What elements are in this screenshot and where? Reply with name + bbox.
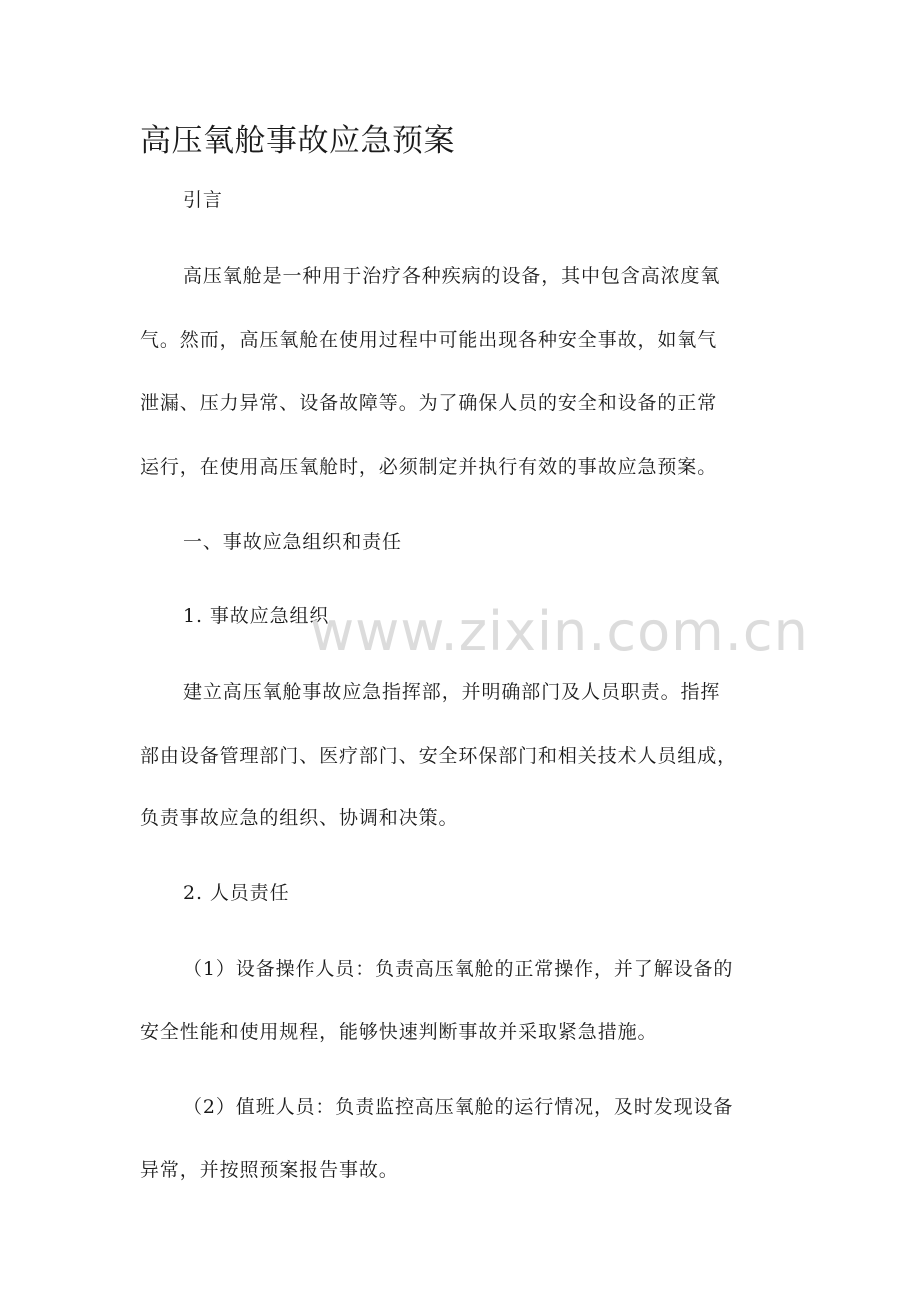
document-title: 高压氧舱事故应急预案 <box>140 123 455 159</box>
intro-line-1: 高压氧舱是一种用于治疗各种疾病的设备，其中包含高浓度氧 <box>183 265 721 287</box>
intro-line-3: 泄漏、压力异常、设备故障等。为了确保人员的安全和设备的正常 <box>140 392 718 414</box>
intro-line-2: 气。然而，高压氧舱在使用过程中可能出现各种安全事故，如氧气 <box>140 329 718 351</box>
item2-line-2: 异常，并按照预案报告事故。 <box>140 1159 399 1181</box>
sub2-heading: 2. 人员责任 <box>183 882 290 904</box>
watermark: www.zixin.com.cn <box>310 600 809 663</box>
sub1-heading: 1. 事故应急组织 <box>183 605 330 627</box>
intro-heading: 引言 <box>183 189 223 211</box>
item1-line-1: （1）设备操作人员：负责高压氧舱的正常操作，并了解设备的 <box>183 958 734 980</box>
intro-line-4: 运行，在使用高压氧舱时，必须制定并执行有效的事故应急预案。 <box>140 456 718 478</box>
sub1-line-2: 部由设备管理部门、医疗部门、安全环保部门和相关技术人员组成， <box>140 745 738 767</box>
section1-heading: 一、事故应急组织和责任 <box>183 531 402 553</box>
sub1-line-1: 建立高压氧舱事故应急指挥部，并明确部门及人员职责。指挥 <box>183 681 721 703</box>
item1-line-2: 安全性能和使用规程，能够快速判断事故并采取紧急措施。 <box>140 1021 658 1043</box>
sub1-line-3: 负责事故应急的组织、协调和决策。 <box>140 807 459 829</box>
item2-line-1: （2）值班人员：负责监控高压氧舱的运行情况，及时发现设备 <box>183 1096 734 1118</box>
